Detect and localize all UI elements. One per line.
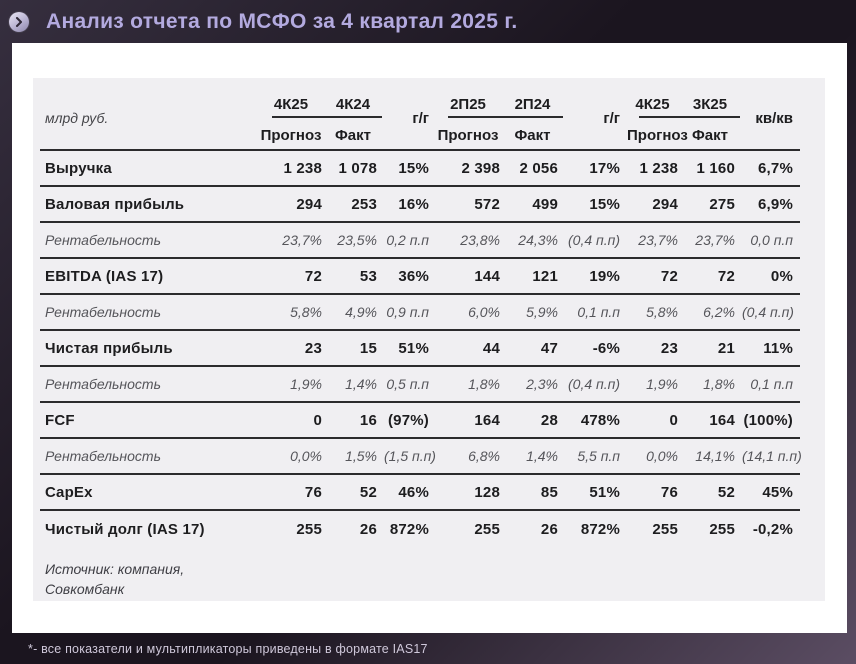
row-value: 15% — [589, 195, 620, 213]
row-value: 0,1 п.п — [750, 376, 793, 392]
row-value: 23,7% — [695, 232, 735, 248]
row-value: -6% — [592, 339, 620, 357]
row-value: 478% — [580, 411, 620, 429]
row-value: 0,0% — [646, 448, 678, 464]
row-value: 1,8% — [468, 376, 500, 392]
row-value: 275 — [709, 195, 735, 213]
row-value: 53 — [359, 267, 377, 285]
report-card — [12, 43, 847, 633]
table-row — [40, 367, 800, 403]
row-value: 26 — [359, 520, 377, 538]
col-period: 3К25 — [692, 96, 728, 113]
row-label: Рентабельность — [45, 304, 161, 320]
row-value: 72 — [304, 267, 322, 285]
table-row — [40, 511, 800, 547]
row-value: 5,9% — [526, 304, 558, 320]
row-value: 51% — [398, 339, 429, 357]
row-value: 1,9% — [290, 376, 322, 392]
chevron-right-icon — [9, 12, 29, 32]
row-value: 144 — [474, 267, 500, 285]
row-label: CapEx — [45, 483, 93, 501]
col-period: 4К25 — [635, 96, 670, 113]
col-sub: Прогноз — [437, 126, 499, 144]
row-value: 21 — [717, 339, 735, 357]
row-value: 164 — [474, 411, 500, 429]
row-value: 0 — [669, 411, 678, 429]
row-value: 11% — [763, 339, 793, 357]
row-label: Выручка — [45, 159, 112, 177]
row-label: Рентабельность — [45, 376, 161, 392]
row-value: 6,2% — [703, 304, 735, 320]
row-value: 51% — [589, 483, 620, 501]
row-value: 1,8% — [703, 376, 735, 392]
row-value: 128 — [474, 483, 500, 501]
row-value: (100%) — [743, 411, 793, 429]
row-value: 255 — [296, 520, 322, 538]
row-value: 0% — [770, 267, 793, 285]
row-value: 26 — [540, 520, 558, 538]
row-value: 255 — [709, 520, 735, 538]
group-underline — [272, 116, 382, 118]
row-value: 253 — [351, 195, 377, 213]
row-value: 16 — [359, 411, 377, 429]
row-value: 255 — [474, 520, 500, 538]
row-value: 15% — [398, 159, 429, 177]
row-value: 19% — [589, 267, 620, 285]
row-value: 499 — [532, 195, 558, 213]
row-value: 0,2 п.п — [386, 232, 429, 248]
row-value: 23,5% — [337, 232, 377, 248]
row-value: 1 160 — [696, 159, 735, 177]
row-value: 872% — [389, 520, 429, 538]
row-value: 23 — [660, 339, 678, 357]
row-value: 47 — [540, 339, 558, 357]
row-value: 121 — [532, 267, 558, 285]
row-label: FCF — [45, 411, 75, 429]
col-sub: Прогноз — [260, 126, 322, 144]
row-value: 23,7% — [282, 232, 322, 248]
row-value: 28 — [540, 411, 558, 429]
col-sub: Факт — [335, 126, 371, 144]
row-value: 6,8% — [468, 448, 500, 464]
row-value: 1 078 — [338, 159, 377, 177]
row-value: (14,1 п.п) — [742, 448, 802, 464]
row-value: 1,4% — [345, 376, 377, 392]
row-value: 294 — [652, 195, 678, 213]
footer-bar — [0, 633, 856, 664]
row-value: 0,0% — [290, 448, 322, 464]
row-value: 14,1% — [695, 448, 735, 464]
row-label: Валовая прибыль — [45, 195, 185, 213]
table-row — [40, 187, 800, 223]
row-value: 2 056 — [519, 159, 558, 177]
row-value: 76 — [304, 483, 322, 501]
row-value: 16% — [398, 195, 429, 213]
row-value: 2,3% — [526, 376, 558, 392]
row-value: 72 — [717, 267, 735, 285]
col-delta: г/г — [412, 109, 429, 127]
row-value: 164 — [709, 411, 735, 429]
row-value: (0,4 п.п) — [568, 376, 620, 392]
col-delta: г/г — [603, 109, 620, 127]
table-row — [40, 295, 800, 331]
row-value: 72 — [660, 267, 678, 285]
row-value: 0,9 п.п — [386, 304, 429, 320]
footnote: *- все показатели и мультипликаторы приведены в формате IAS17 — [28, 641, 428, 656]
table-row — [40, 475, 800, 511]
col-sub: Факт — [692, 126, 728, 144]
page-title: Анализ отчета по МСФО за 4 квартал 2025 г. — [46, 9, 518, 33]
row-value: 255 — [652, 520, 678, 538]
row-value: -0,2% — [752, 520, 793, 538]
row-value: 1,4% — [526, 448, 558, 464]
data-table — [33, 78, 825, 601]
row-value: 45% — [762, 483, 793, 501]
table-row — [40, 259, 800, 295]
row-value: 23,7% — [638, 232, 678, 248]
row-value: 1,5% — [345, 448, 377, 464]
col-delta: кв/кв — [755, 109, 793, 127]
col-period: 2П25 — [450, 96, 486, 113]
row-value: 1 238 — [283, 159, 322, 177]
row-value: 1,9% — [646, 376, 678, 392]
row-value: 85 — [540, 483, 558, 501]
row-value: 5,5 п.п — [577, 448, 620, 464]
col-sub: Прогноз — [627, 126, 688, 144]
row-value: 1 238 — [639, 159, 678, 177]
row-value: 872% — [580, 520, 620, 538]
row-label: EBITDA (IAS 17) — [45, 267, 164, 285]
table-row — [40, 439, 800, 475]
row-label: Чистый долг (IAS 17) — [45, 520, 205, 538]
row-value: 572 — [474, 195, 500, 213]
table-row — [40, 331, 800, 367]
col-period: 4К24 — [335, 96, 371, 113]
row-value: (0,4 п.п) — [742, 304, 794, 320]
row-value: 4,9% — [345, 304, 377, 320]
row-value: 6,0% — [468, 304, 500, 320]
row-value: 44 — [482, 339, 500, 357]
row-value: 0 — [313, 411, 322, 429]
unit-label: млрд руб. — [45, 110, 109, 126]
row-value: 5,8% — [646, 304, 678, 320]
row-value: 294 — [296, 195, 322, 213]
row-value: 52 — [359, 483, 377, 501]
row-value: 46% — [398, 483, 429, 501]
source-line: Совкомбанк — [45, 581, 125, 598]
row-value: 23 — [304, 339, 322, 357]
row-value: (0,4 п.п) — [568, 232, 620, 248]
col-period: 2П24 — [514, 96, 551, 113]
row-value: 6,7% — [758, 159, 793, 177]
row-value: 5,8% — [290, 304, 322, 320]
row-value: (1,5 п.п) — [384, 448, 436, 464]
source-note — [45, 559, 825, 600]
row-value: (97%) — [387, 411, 429, 429]
row-label: Рентабельность — [45, 232, 161, 248]
row-value: 36% — [398, 267, 429, 285]
row-value: 24,3% — [518, 232, 558, 248]
col-sub: Факт — [514, 126, 551, 144]
row-value: 52 — [717, 483, 735, 501]
source-line: Источник: компания, — [45, 561, 185, 577]
table-header — [40, 78, 800, 151]
table-row — [40, 403, 800, 439]
table-body — [40, 151, 808, 547]
row-label: Чистая прибыль — [45, 339, 173, 357]
row-value: 23,8% — [460, 232, 500, 248]
row-value: 0,5 п.п — [386, 376, 429, 392]
group-underline — [448, 116, 563, 118]
row-value: 15 — [359, 339, 377, 357]
row-value: 17% — [589, 159, 620, 177]
row-value: 0,0 п.п — [750, 232, 793, 248]
title-bar — [0, 0, 856, 43]
row-value: 2 398 — [461, 159, 500, 177]
group-underline — [639, 116, 740, 118]
col-period: 4К25 — [273, 96, 309, 113]
table-row — [40, 223, 800, 259]
row-label: Рентабельность — [45, 448, 161, 464]
row-value: 6,9% — [758, 195, 793, 213]
row-value: 0,1 п.п — [577, 304, 620, 320]
table-row — [40, 151, 800, 187]
row-value: 76 — [660, 483, 678, 501]
